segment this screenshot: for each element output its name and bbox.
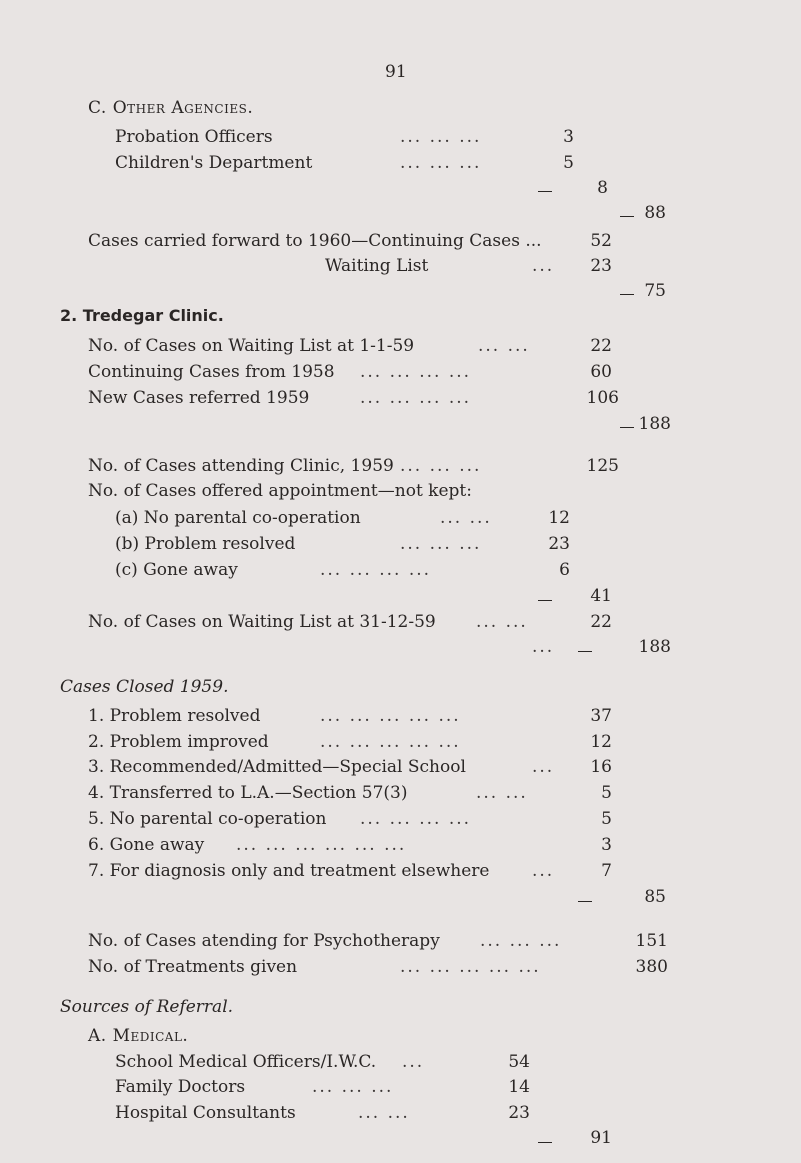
offered-b-value: 23 — [548, 534, 570, 554]
offered-b-dots: ... ... ... — [400, 534, 482, 554]
section-c-subtotal: 8 — [597, 178, 608, 198]
tredegar-total: 188 — [638, 414, 671, 434]
tredegar-waiting-dots: ... ... — [478, 336, 530, 356]
carried-waiting-value: 23 — [590, 256, 612, 276]
offered-a-dots: ... ... — [440, 508, 492, 528]
closed-row-5-value: 5 — [601, 809, 612, 829]
tredegar-new-label: New Cases referred 1959 — [88, 388, 310, 408]
offered-c-value: 6 — [559, 560, 570, 580]
waiting-end-value: 22 — [590, 612, 612, 632]
closed-total: 85 — [644, 887, 666, 907]
referral-heading: Sources of Referral. — [60, 997, 234, 1017]
closed-row-4-dots: ... ... — [476, 783, 528, 803]
closed-row-6-value: 3 — [601, 835, 612, 855]
attending-value: 125 — [586, 456, 619, 476]
carried-continuing-value: 52 — [590, 231, 612, 251]
attending-total: 188 — [638, 637, 671, 657]
tredegar-heading: 2. Tredegar Clinic. — [60, 306, 224, 325]
offered-c-label: (c) Gone away — [115, 560, 238, 580]
closed-row-5-dots: ... ... ... ... — [360, 809, 472, 829]
referral-medical-heading: A. Medical. — [88, 1026, 189, 1046]
closed-row-3-label: 3. Recommended/Admitted—Special School — [88, 757, 466, 777]
rule-dash — [578, 891, 592, 911]
psychotherapy-label: No. of Cases atending for Psychotherapy — [88, 931, 440, 951]
closed-row-4-label: 4. Transferred to L.A.—Section 57(3) — [88, 783, 408, 803]
closed-row-3-dots: ... — [532, 757, 555, 777]
referral-school-value: 54 — [508, 1052, 530, 1072]
children-dept-dots: ... ... ... — [400, 153, 482, 173]
closed-row-2-label: 2. Problem improved — [88, 732, 269, 752]
waiting-end-label: No. of Cases on Waiting List at 31-12-59 — [88, 612, 436, 632]
probation-value: 3 — [563, 127, 574, 147]
closed-row-7-label: 7. For diagnosis only and treatment elsewhere — [88, 861, 490, 881]
closed-row-6-label: 6. Gone away — [88, 835, 205, 855]
treatments-value: 380 — [635, 957, 668, 977]
probation-label: Probation Officers — [115, 127, 273, 147]
carried-waiting-dots: ... — [532, 256, 555, 276]
referral-hospital-dots: ... ... — [358, 1103, 410, 1123]
closed-heading: Cases Closed 1959. — [60, 677, 229, 697]
closed-row-1-label: 1. Problem resolved — [88, 706, 261, 726]
closed-row-7-value: 7 — [601, 861, 612, 881]
treatments-dots: ... ... ... ... ... — [400, 957, 541, 977]
tredegar-continuing-label: Continuing Cases from 1958 — [88, 362, 335, 382]
children-dept-value: 5 — [563, 153, 574, 173]
tredegar-new-dots: ... ... ... ... — [360, 388, 472, 408]
referral-family-dots: ... ... ... — [312, 1077, 394, 1097]
psychotherapy-value: 151 — [635, 931, 668, 951]
referral-total: 91 — [590, 1128, 612, 1148]
rule-dash — [538, 590, 552, 610]
referral-family-label: Family Doctors — [115, 1077, 246, 1097]
children-dept-label: Children's Department — [115, 153, 313, 173]
offered-a-value: 12 — [548, 508, 570, 528]
tredegar-waiting-label: No. of Cases on Waiting List at 1-1-59 — [88, 336, 415, 356]
psychotherapy-dots: ... ... ... — [480, 931, 562, 951]
tredegar-waiting-value: 22 — [590, 336, 612, 356]
offered-total: 41 — [590, 586, 612, 606]
offered-label: No. of Cases offered appointment—not kept: — [88, 481, 472, 501]
closed-row-2-value: 12 — [590, 732, 612, 752]
attending-end-dots: ... — [532, 637, 555, 657]
attending-dots: ... ... ... — [400, 456, 482, 476]
carried-continuing-label: Cases carried forward to 1960—Continuing Cases ... — [88, 231, 542, 251]
carried-waiting-label: Waiting List — [325, 256, 429, 276]
offered-c-dots: ... ... ... ... — [320, 560, 432, 580]
attending-label: No. of Cases attending Clinic, 1959 — [88, 456, 394, 476]
rule-dash — [538, 181, 552, 201]
referral-hospital-value: 23 — [508, 1103, 530, 1123]
tredegar-continuing-value: 60 — [590, 362, 612, 382]
offered-a-label: (a) No parental co-operation — [115, 508, 361, 528]
section-c-heading: C. Other Agencies. — [88, 98, 254, 118]
closed-row-1-value: 37 — [590, 706, 612, 726]
offered-b-label: (b) Problem resolved — [115, 534, 296, 554]
closed-row-2-dots: ... ... ... ... ... — [320, 732, 461, 752]
treatments-label: No. of Treatments given — [88, 957, 298, 977]
rule-dash — [578, 641, 592, 661]
closed-row-3-value: 16 — [590, 757, 612, 777]
section-c-total: 88 — [644, 203, 666, 223]
probation-dots: ... ... ... — [400, 127, 482, 147]
referral-school-label: School Medical Officers/I.W.C. — [115, 1052, 377, 1072]
carried-total: 75 — [644, 281, 666, 301]
closed-row-1-dots: ... ... ... ... ... — [320, 706, 461, 726]
referral-family-value: 14 — [508, 1077, 530, 1097]
rule-dash — [538, 1132, 552, 1152]
page-number: 91 — [385, 62, 407, 82]
referral-hospital-label: Hospital Consultants — [115, 1103, 296, 1123]
closed-row-6-dots: ... ... ... ... ... ... — [236, 835, 407, 855]
closed-row-5-label: 5. No parental co-operation — [88, 809, 327, 829]
waiting-end-dots: ... ... — [476, 612, 528, 632]
referral-school-dots: ... — [402, 1052, 425, 1072]
tredegar-continuing-dots: ... ... ... ... — [360, 362, 472, 382]
closed-row-4-value: 5 — [601, 783, 612, 803]
tredegar-new-value: 106 — [586, 388, 619, 408]
closed-row-7-dots: ... — [532, 861, 555, 881]
